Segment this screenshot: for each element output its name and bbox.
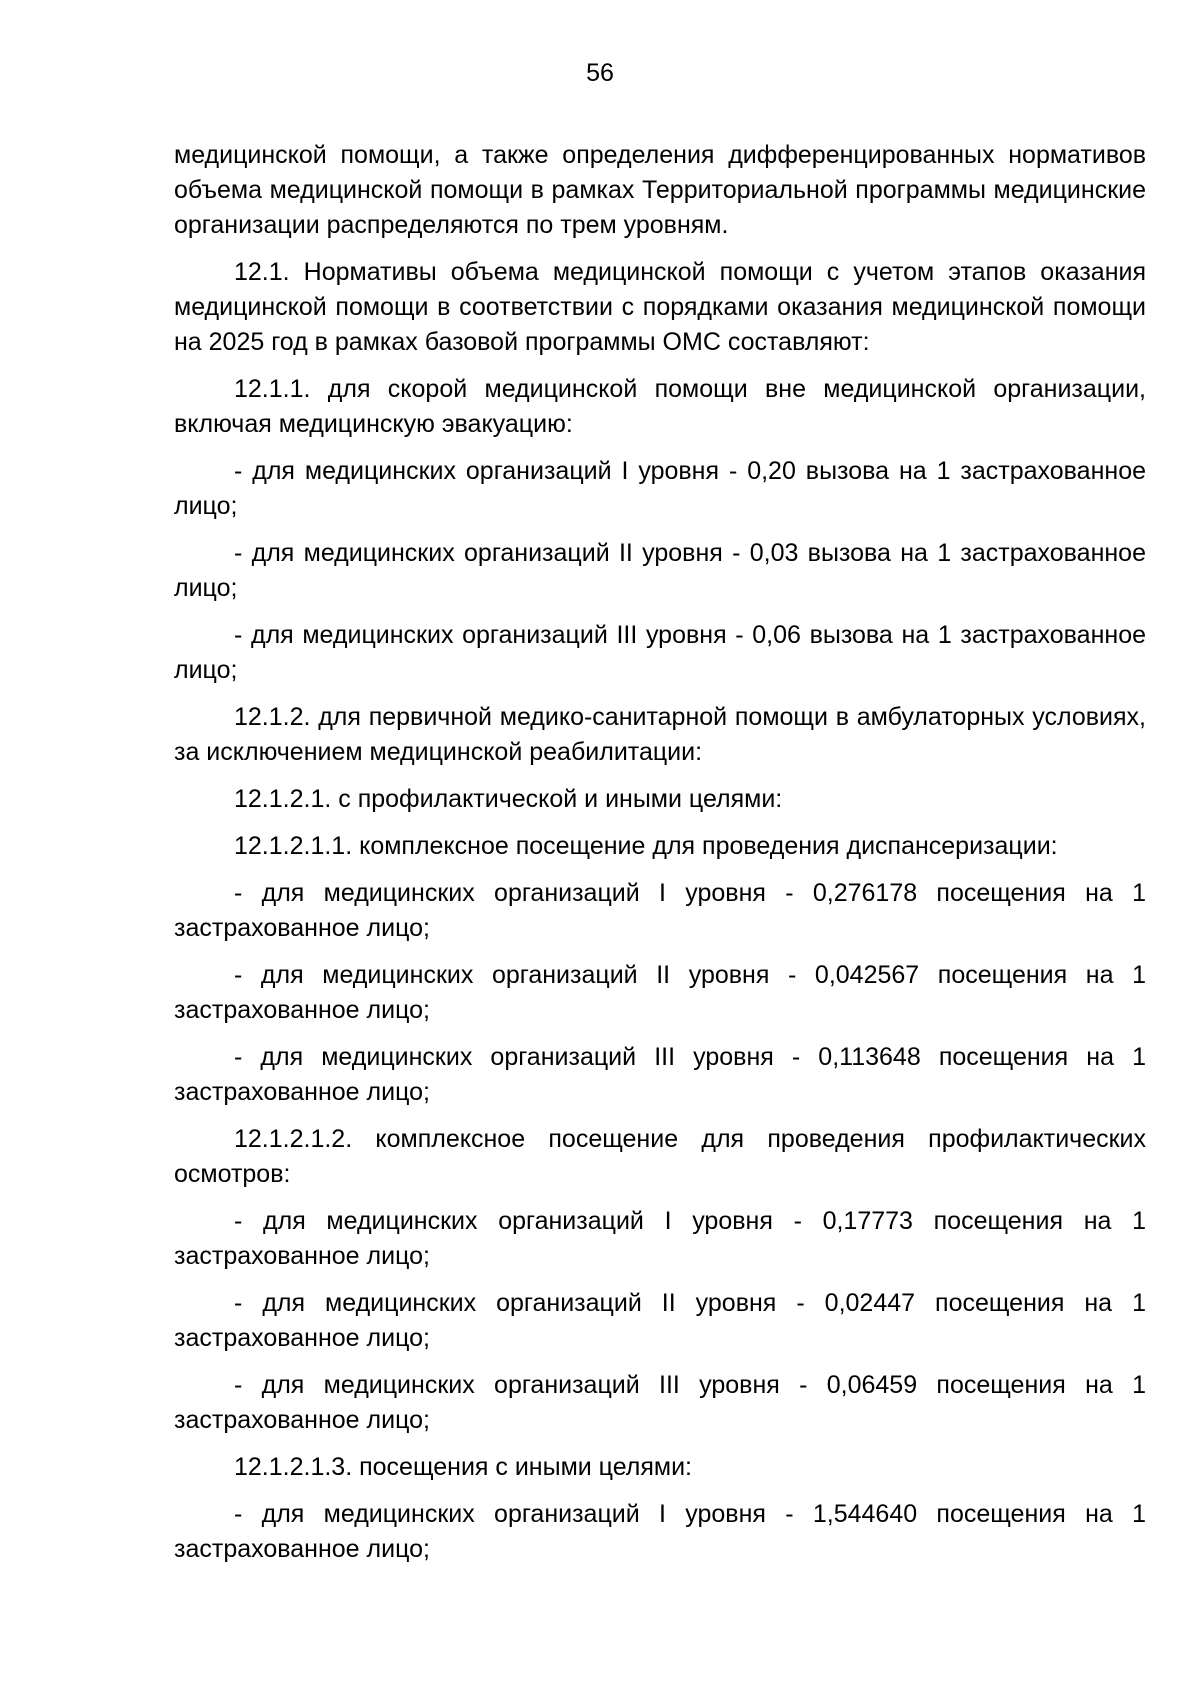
list-item-ambulance-level-1: - для медицинских организаций I уровня - 0,20 вызова на 1 застрахованное лицо; — [174, 457, 1146, 520]
paragraph-12-1-1: 12.1.1. для скорой медицинской помощи вне медицинской организации, включая медицинскую эвакуацию: — [174, 375, 1146, 438]
list-item-checkup-level-2: - для медицинских организаций II уровня - 0,02447 посещения на 1 застрахованное лицо; — [174, 1289, 1146, 1352]
list-item-ambulance-level-2: - для медицинских организаций II уровня - 0,03 вызова на 1 застрахованное лицо; — [174, 539, 1146, 602]
document-body — [174, 138, 1146, 1579]
list-item-other-visits-level-1: - для медицинских организаций I уровня - 1,544640 посещения на 1 застрахованное лицо; — [174, 1500, 1146, 1563]
list-item-ambulance-level-3: - для медицинских организаций III уровня - 0,06 вызова на 1 застрахованное лицо; — [174, 621, 1146, 684]
paragraph-12-1-2-1-1: 12.1.2.1.1. комплексное посещение для проведения диспансеризации: — [234, 832, 1058, 860]
paragraph-12-1: 12.1. Нормативы объема медицинской помощи с учетом этапов оказания медицинской помощи в соответствии с порядками оказания медицинской помощи на 2025 год в рамках базовой программы ОМС составляют: — [174, 258, 1146, 356]
paragraph-12-1-2-1-3: 12.1.2.1.3. посещения с иными целями: — [234, 1453, 693, 1481]
paragraph-continuation: медицинской помощи, а также определения дифференцированных нормативов объема медицинской помощи в рамках Территориальной программы медицинские организации распределяются по трем уровням. — [174, 141, 1146, 239]
page-number: 56 — [586, 59, 614, 87]
list-item-dispensary-level-1: - для медицинских организаций I уровня - 0,276178 посещения на 1 застрахованное лицо; — [174, 879, 1146, 942]
list-item-dispensary-level-2: - для медицинских организаций II уровня - 0,042567 посещения на 1 застрахованное лицо; — [174, 961, 1146, 1024]
paragraph-12-1-2-1-2: 12.1.2.1.2. комплексное посещение для проведения профилактических осмотров: — [174, 1125, 1146, 1188]
list-item-checkup-level-1: - для медицинских организаций I уровня - 0,17773 посещения на 1 застрахованное лицо; — [174, 1207, 1146, 1270]
list-item-checkup-level-3: - для медицинских организаций III уровня - 0,06459 посещения на 1 застрахованное лицо; — [174, 1371, 1146, 1434]
list-item-dispensary-level-3: - для медицинских организаций III уровня - 0,113648 посещения на 1 застрахованное лицо; — [174, 1043, 1146, 1106]
paragraph-12-1-2-1: 12.1.2.1. с профилактической и иными целями: — [234, 785, 783, 813]
paragraph-12-1-2: 12.1.2. для первичной медико-санитарной помощи в амбулаторных условиях, за исключением медицинской реабилитации: — [174, 703, 1146, 766]
